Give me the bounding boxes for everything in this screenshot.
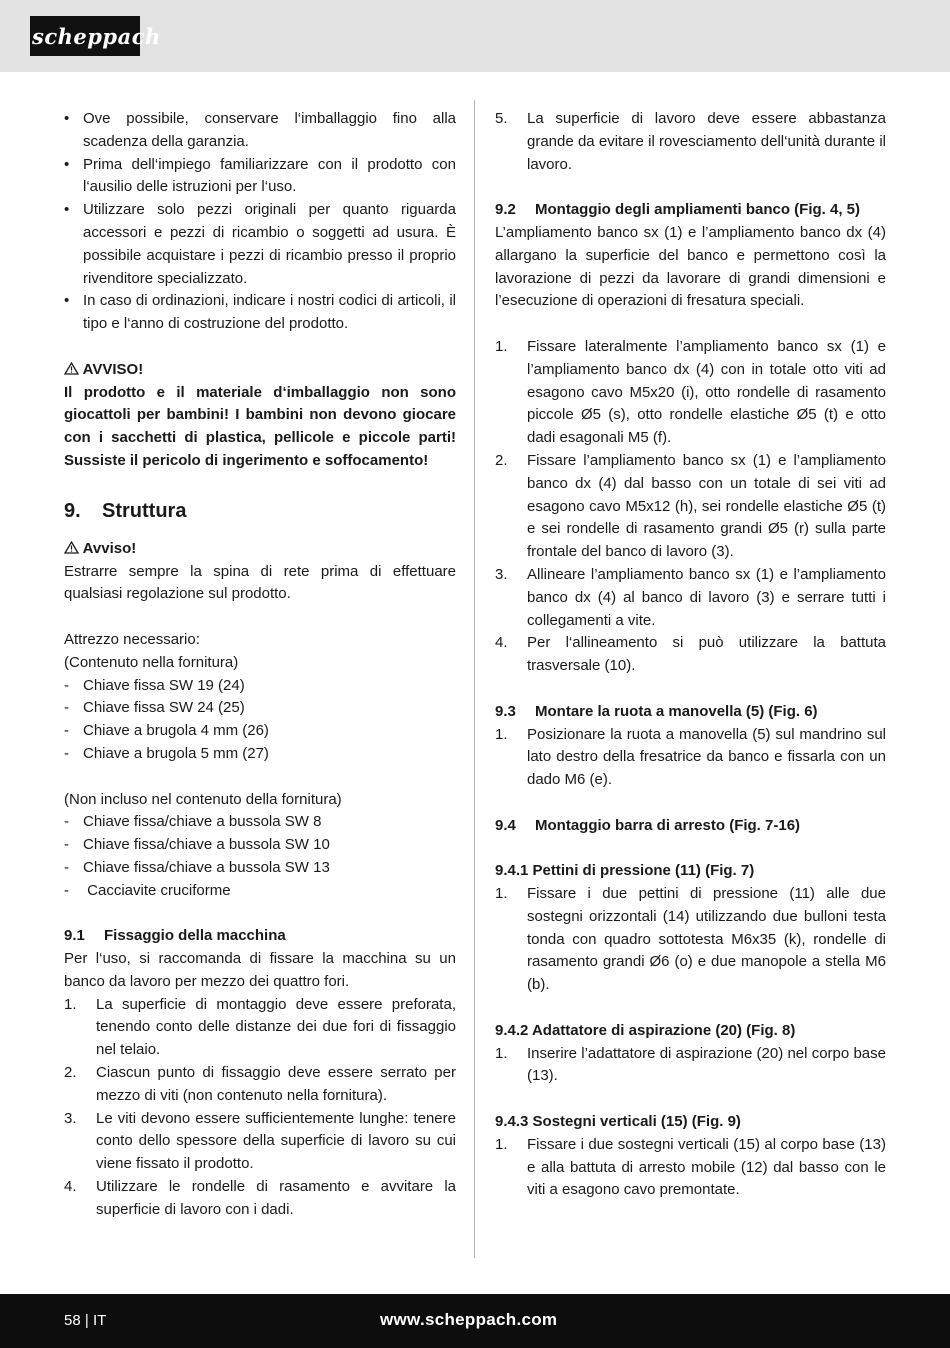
list-item: 2. Ciascun punto di fissaggio deve essere serrato per mezzo di viti (non contenuto nella fornitura). <box>64 1064 456 1104</box>
list-item: - Cacciavite cruciforme <box>64 881 231 899</box>
list-item: 5. La superficie di lavoro deve essere abbastanza grande da evitare il rovesciamento dell‘unità durante il lavoro. <box>495 110 886 173</box>
list-item: 1. Inserire l’adattatore di aspirazione (20) nel corpo base (13). <box>495 1044 886 1085</box>
tools-not-included-label: (Non incluso nel contenuto della fornitura) <box>64 790 342 808</box>
paragraph: Per l‘uso, si raccomanda di fissare la macchina su un banco da lavoro per mezzo dei quattro fori. <box>64 950 456 990</box>
section-heading: 9. Struttura <box>64 499 187 522</box>
warning-triangle-icon <box>64 541 79 554</box>
list-item: 4. Utilizzare le rondelle di rasamento e avvitare la superficie di lavoro con i dadi. <box>64 1178 456 1218</box>
list-item: 1. La superficie di montaggio deve essere preforata, tenendo conto delle distanze dei due fori di fissaggio nel telaio. <box>64 995 456 1059</box>
subsection-heading: 9.4 Montaggio barra di arresto (Fig. 7-16) <box>495 816 801 834</box>
list-item: 1. Fissare lateralmente l’ampliamento banco sx (1) e l’ampliamento banco dx (4) con in totale otto viti ad esagono cavo M5x20 (i), otto rondelle di rasamento piccole Ø5 (s), otto rondelle elastiche Ø5 (t) e otto dadi esagonali M5 (f). <box>495 337 886 447</box>
tools-title: Attrezzo necessario: <box>64 630 200 648</box>
list-item: - Chiave a brugola 5 mm (27) <box>64 744 269 762</box>
list-item: • In caso di ordinazioni, indicare i nostri codici di articoli, il tipo e l‘anno di costruzione del prodotto. <box>64 292 456 333</box>
page-header <box>0 0 950 72</box>
right-column <box>495 108 886 1202</box>
warning-triangle-icon <box>64 362 79 375</box>
page-footer <box>0 1294 950 1348</box>
list-item: 3. Le viti devono essere sufficientemente lunghe: tenere conto dello spessore della superficie di lavoro su cui viene fissato il prodotto. <box>64 1109 456 1173</box>
warning-text: Estrarre sempre la spina di rete prima di effettuare qualsiasi regolazione sul prodotto. <box>64 562 456 603</box>
tools-included-label: (Contenuto nella fornitura) <box>64 653 239 671</box>
list-item: - Chiave a brugola 4 mm (26) <box>64 722 269 740</box>
list-item: - Chiave fissa SW 19 (24) <box>64 676 245 694</box>
list-item: 3. Allineare l’ampliamento banco sx (1) e l’ampliamento banco dx (4) al banco di lavoro (3) e serrare tutti i collegamenti a vite. <box>495 565 886 629</box>
scheppach-logo: scheppach <box>30 16 140 56</box>
subsection-heading: 9.4.1 Pettini di pressione (11) (Fig. 7) <box>495 862 755 880</box>
list-item: 2. Fissare l’ampliamento banco sx (1) e l’ampliamento banco dx (4) dal basso con un totale di sei viti ad esagono cavo M5x12 (h), sei rondelle elastiche Ø5 (t) e sei rondelle di rasamento grandi Ø5 (r) sulla parte frontale del banco di lavoro (3). <box>495 451 886 561</box>
subsection-heading: 9.2 Montaggio degli ampliamenti banco (Fig. 4, 5) <box>495 201 861 219</box>
warning-heading: AVVISO! <box>64 359 456 382</box>
list-item: - Chiave fissa/chiave a bussola SW 13 <box>64 858 330 876</box>
list-item: - Chiave fissa/chiave a bussola SW 10 <box>64 836 330 854</box>
list-item: • Utilizzare solo pezzi originali per quanto riguarda accessori e pezzi di ricambio o soggetti ad usura. È possibile acquistare i pezzi di ricambio presso il proprio rivenditore specializzato. <box>64 201 456 287</box>
warning-heading: Avviso! <box>64 538 456 561</box>
list-item: 1. Posizionare la ruota a manovella (5) sul mandrino sul lato destro della fresatrice da banco e fissarla con un dado M6 (e). <box>495 725 886 789</box>
paragraph: L’ampliamento banco sx (1) e l’ampliamento banco dx (4) allargano la superficie del banco e permettono così la lavorazione di pezzi da lavorare di grandi dimensioni e l’esecuzione di operazioni di fresatura speciali. <box>495 223 886 310</box>
list-item: • Ove possibile, conservare l‘imballaggio fino alla scadenza della garanzia. <box>64 110 456 150</box>
list-item: 1. Fissare i due sostegni verticali (15) al corpo base (13) e alla battuta di arresto mobile (12) dal basso con le viti a esagono cavo premontate. <box>495 1135 886 1199</box>
left-column <box>64 108 456 1222</box>
list-item: - Chiave fissa SW 24 (25) <box>64 699 245 717</box>
list-item: 4. Per l‘allineamento si può utilizzare la battuta trasversale (10). <box>495 634 886 675</box>
subsection-heading: 9.3 Montare la ruota a manovella (5) (Fig. 6) <box>495 702 818 720</box>
list-item: 1. Fissare i due pettini di pressione (11) alle due sostegni orizzontali (14) utilizzando due bulloni testa tonda con quadro sottotesta M6x35 (k), rondelle di rasamento grandi Ø6 (o) e due manopole a stella M6 (b). <box>495 885 886 994</box>
website-link[interactable]: www.scheppach.com <box>380 1310 558 1329</box>
list-item: • Prima dell‘impiego familiarizzare con il prodotto con l‘ausilio delle istruzioni per l‘uso. <box>64 155 456 196</box>
subsection-heading: 9.4.3 Sostegni verticali (15) (Fig. 9) <box>495 1113 741 1131</box>
page-number: 58 | IT <box>64 1312 107 1329</box>
list-item: - Chiave fissa/chiave a bussola SW 8 <box>64 813 322 831</box>
column-divider <box>474 100 475 1258</box>
warning-text: Il prodotto e il materiale d‘imballaggio non sono giocattoli per bambini! I bambini non devono giocare con i sacchetti di plastica, pellicole e piccole parti! Sussiste il pericolo di ingerimento e soffocamento! <box>64 383 456 469</box>
subsection-heading: 9.4.2 Adattatore di aspirazione (20) (Fig. 8) <box>495 1021 796 1039</box>
subsection-heading: 9.1 Fissaggio della macchina <box>64 927 286 945</box>
